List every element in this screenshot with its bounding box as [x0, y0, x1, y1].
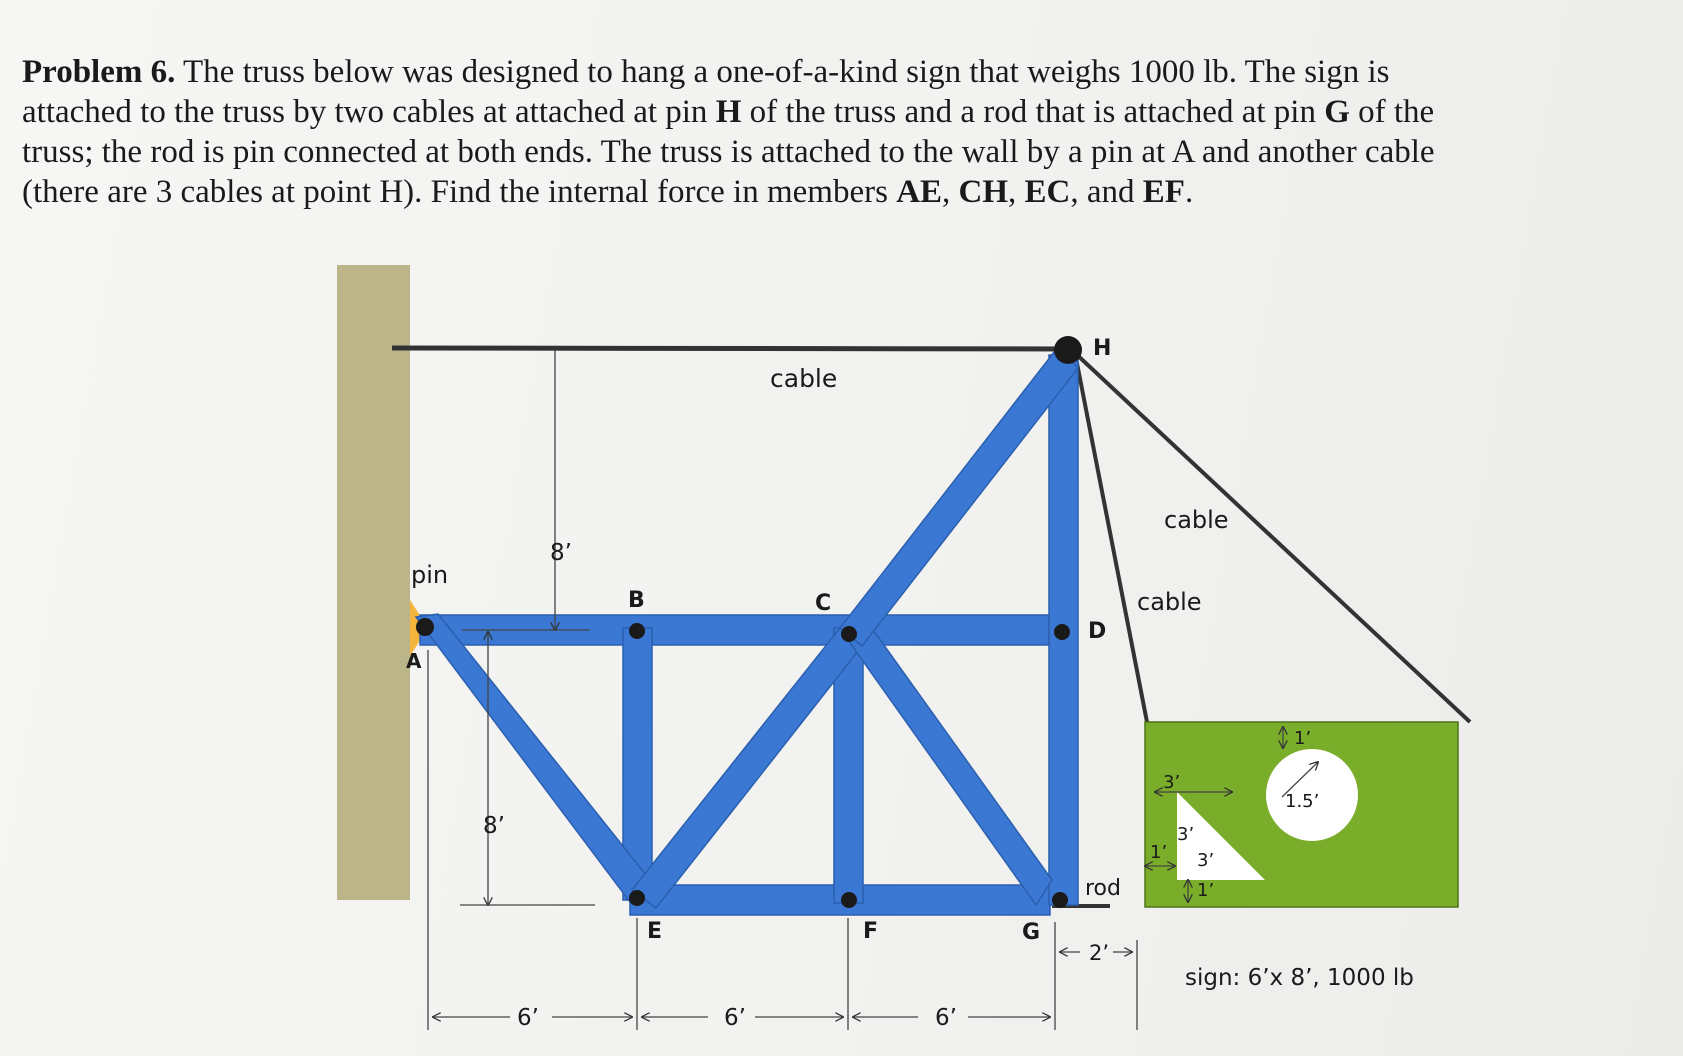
dim-span-1: 6’ — [517, 1005, 539, 1031]
comma-3: , and — [1070, 174, 1143, 210]
problem-pin-h: H — [715, 94, 742, 130]
pin-d — [1054, 624, 1070, 640]
member-ch — [840, 347, 1078, 646]
member-ef: EF — [1142, 174, 1185, 210]
dim-tri-left: 1’ — [1150, 842, 1168, 863]
member-ae: AE — [896, 174, 943, 210]
problem-text-2: of the truss and a rod that is attached at pin — [741, 94, 1325, 130]
label-pin: pin — [411, 561, 449, 589]
label-h: H — [1093, 336, 1112, 361]
dim-circle-radius: 1.5’ — [1285, 791, 1320, 812]
pin-e — [629, 890, 645, 906]
problem-heading: Problem 6. — [22, 54, 176, 90]
problem-pin-g: G — [1324, 94, 1350, 130]
period: . — [1184, 174, 1194, 210]
label-cable-right: cable — [1164, 506, 1229, 534]
member-ch: CH — [958, 174, 1009, 210]
member-ec: EC — [1024, 174, 1071, 210]
label-b: B — [628, 588, 645, 613]
dim-height-top: 8’ — [550, 540, 572, 566]
pin-c — [841, 626, 857, 642]
dim-tri-height: 3’ — [1177, 824, 1195, 845]
dim-height-bottom: 8’ — [483, 813, 505, 839]
pin-h — [1054, 336, 1082, 364]
problem-text-1: The truss below was designed to hang a one-of-a-kind sign that weighs 1000 lb. The sign is attached to the truss by two cables at attached at pin — [22, 54, 1390, 130]
problem-text-3: of the truss; the rod is pin connected at both ends. The truss is attached to the wall by a pin at A and another cable (there are 3 cables at point H). Find the internal force in members — [22, 94, 1435, 210]
dim-tri-bottom: 1’ — [1197, 880, 1215, 901]
label-rod: rod — [1085, 876, 1121, 901]
pin-f — [841, 892, 857, 908]
member-ae — [416, 614, 654, 902]
dim-tri-width: 3’ — [1163, 772, 1181, 793]
pin-b — [629, 623, 645, 639]
label-d: D — [1088, 619, 1107, 644]
comma-2: , — [1008, 174, 1025, 210]
label-c: C — [815, 591, 832, 616]
truss-members — [416, 347, 1078, 915]
label-e: E — [647, 919, 663, 944]
label-cable-top: cable — [770, 364, 838, 393]
label-a: A — [406, 649, 422, 673]
comma-1: , — [942, 174, 959, 210]
label-g: G — [1022, 920, 1041, 945]
dim-tri-hyp: 3’ — [1197, 850, 1215, 871]
dim-span-2: 6’ — [724, 1005, 746, 1031]
label-cable-mid: cable — [1137, 588, 1202, 616]
member-cg — [848, 620, 1052, 905]
dim-span-3: 6’ — [935, 1005, 957, 1031]
dim-circle-top: 1’ — [1294, 728, 1312, 749]
label-f: F — [863, 919, 879, 944]
dim-rod-offset: 2’ — [1089, 941, 1110, 965]
pin-a — [416, 618, 434, 636]
cable-top — [392, 348, 1068, 349]
member-ec — [632, 628, 862, 908]
wall — [337, 265, 410, 900]
pin-g — [1052, 892, 1068, 908]
label-sign: sign: 6’x 8’, 1000 lb — [1185, 965, 1414, 991]
